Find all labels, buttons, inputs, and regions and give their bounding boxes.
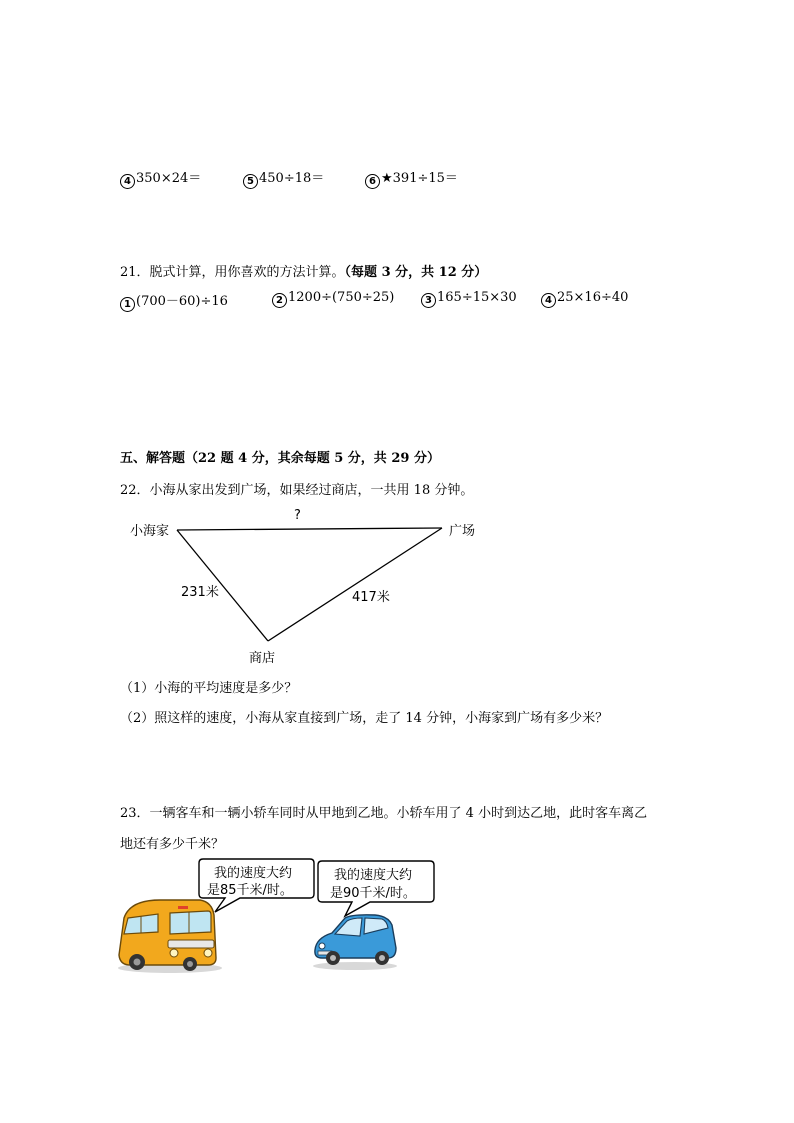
bus-bubble-line2: 是85千米/时。 <box>207 883 293 898</box>
circled-number: 4 <box>120 174 135 189</box>
calc-expression: (700－60)÷16 <box>136 294 228 309</box>
q22-text: 22．小海从家出发到广场，如果经过商店，一共用 18 分钟。 <box>120 483 474 498</box>
q21-score: （每题 3 分，共 12 分） <box>344 265 488 280</box>
calc-expression: 1200÷(750÷25) <box>288 290 395 305</box>
q22-subquestion-2: （2）照这样的速度，小海从家直接到广场，走了 14 分钟，小海家到广场有多少米？ <box>120 711 609 726</box>
q21-title: 21．脱式计算，用你喜欢的方法计算。 <box>120 265 345 280</box>
q23-text-line2: 地还有多少千米？ <box>120 837 225 852</box>
car-bubble-line2: 是90千米/时。 <box>330 886 416 901</box>
calc-expression: 165÷15×30 <box>437 290 517 305</box>
calc-expression: 450÷18＝ <box>259 171 325 186</box>
label-home: 小海家 <box>130 524 170 539</box>
car-icon <box>313 915 397 970</box>
bus-icon <box>118 900 222 973</box>
calc-expression: ★391÷15＝ <box>381 171 458 186</box>
car-bubble-line1: 我的速度大约 <box>334 868 413 883</box>
section-5-heading: 五、解答题（22 题 4 分，其余每题 5 分，共 29 分） <box>120 451 440 466</box>
circled-number: 1 <box>120 297 135 312</box>
bus-bubble-line1: 我的速度大约 <box>214 866 293 881</box>
label-question-mark: ? <box>294 508 301 523</box>
label-231m: 231米 <box>181 585 219 600</box>
label-417m: 417米 <box>352 590 390 605</box>
circled-number: 2 <box>272 293 287 308</box>
q22-subquestion-1: （1）小海的平均速度是多少？ <box>120 681 298 696</box>
circled-number: 6 <box>365 174 380 189</box>
calc-expression: 25×16÷40 <box>557 290 629 305</box>
circled-number: 5 <box>243 174 258 189</box>
q23-text-line1: 23．一辆客车和一辆小轿车同时从甲地到乙地。小轿车用了 4 小时到达乙地，此时客车离乙 <box>120 806 648 821</box>
circled-number: 3 <box>421 293 436 308</box>
calc-expression: 350×24＝ <box>136 171 202 186</box>
label-store: 商店 <box>249 651 276 666</box>
label-square: 广场 <box>449 524 476 539</box>
circled-number: 4 <box>541 293 556 308</box>
